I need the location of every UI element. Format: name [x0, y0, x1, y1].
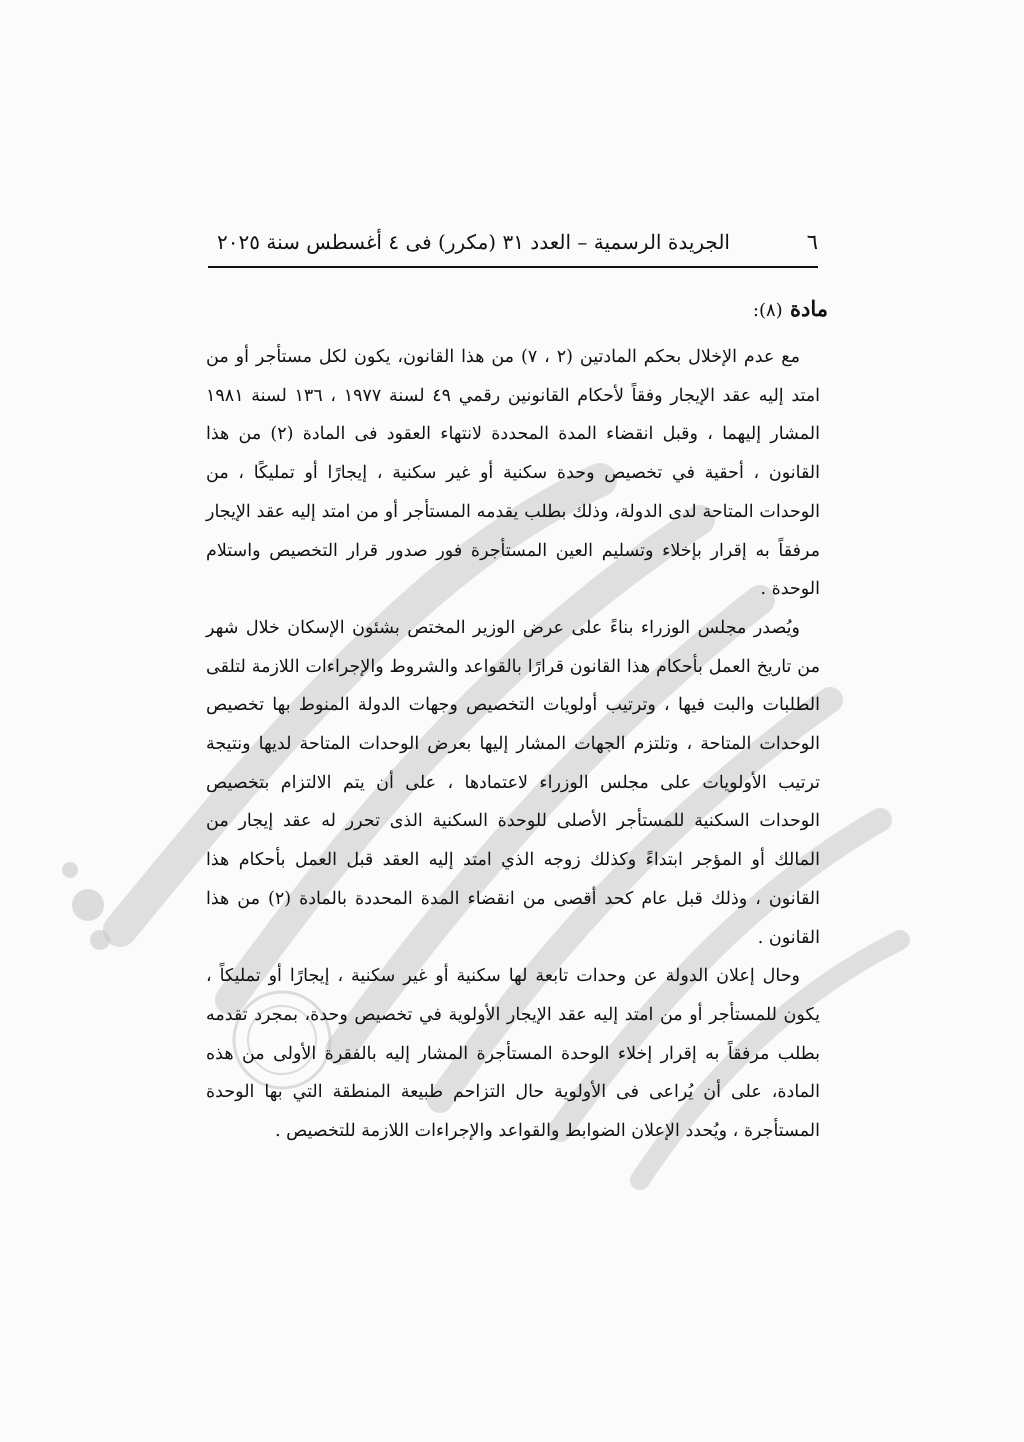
article-number: (٨):	[752, 300, 783, 321]
header-rule	[208, 266, 818, 268]
gazette-title: الجريدة الرسمية – العدد ٣١ (مكرر) فى ٤ أغسطس سنة ٢٠٢٥	[217, 230, 730, 254]
paragraph: وحال إعلان الدولة عن وحدات تابعة لها سكنية أو غير سكنية ، إيجارًا أو تمليكاً ، يكون للمستأجر أو من امتد إليه عقد الإيجار الأولوية في تخصيص وحدة، بمجرد تقدمه بطلب مرفقاً به إقرار إخلاء الوحدة المستأجرة المشار إليه بالفقرة الأولى من هذه المادة، على أن يُراعى فى الأولوية حال التزاحم طبيعة المنطقة التي بها الوحدة المستأجرة ، ويُحدد الإعلان الضوابط والقواعد والإجراءات اللازمة للتخصيص .	[206, 966, 820, 1142]
page-header	[208, 222, 818, 264]
article-body	[206, 338, 820, 1151]
article-label: مادة	[789, 296, 828, 321]
article-heading	[753, 296, 828, 321]
paragraph: مع عدم الإخلال بحكم المادتين (٢ ، ٧) من هذا القانون، يكون لكل مستأجر أو من امتد إليه عقد الإيجار وفقاً لأحكام القانونين رقمي ٤٩ لسنة ١٩٧٧ ، ١٣٦ لسنة ١٩٨١ المشار إليهما ، وقبل انقضاء المدة المحددة لانتهاء العقود فى المادة (٢) من هذا القانون ، أحقية في تخصيص وحدة سكنية أو غير سكنية ، إيجارًا أو تمليكًا ، من الوحدات المتاحة لدى الدولة، وذلك بطلب يقدمه المستأجر أو من امتد إليه عقد الإيجار مرفقاً به إقرار بإخلاء وتسليم العين المستأجرة فور صدور قرار التخصيص واستلام الوحدة .	[206, 347, 821, 600]
page-number: ٦	[806, 230, 818, 254]
paragraph: ويُصدر مجلس الوزراء بناءً على عرض الوزير المختص بشئون الإسكان خلال شهر من تاريخ العمل بأحكام هذا القانون قرارًا بالقواعد والشروط والإجراءات اللازمة لتلقى الطلبات والبت فيها ، وترتيب أولويات التخصيص وجهات الدولة المنوط بها تخصيص الوحدات المتاحة ، وتلتزم الجهات المشار إليها بعرض الوحدات المتاحة لديها ونتيجة ترتيب الأولويات على مجلس الوزراء لاعتمادها ، على أن يتم الالتزام بتخصيص الوحدات السكنية للمستأجر الأصلى للوحدة السكنية الذى تحرر له عقد إيجار من المالك أو المؤجر ابتداءً وكذلك زوجه الذي امتد إليه العقد قبل العمل بأحكام هذا القانون ، وذلك قبل عام كحد أقصى من انقضاء المدة المحددة بالمادة (٢) من هذا القانون .	[206, 617, 820, 948]
